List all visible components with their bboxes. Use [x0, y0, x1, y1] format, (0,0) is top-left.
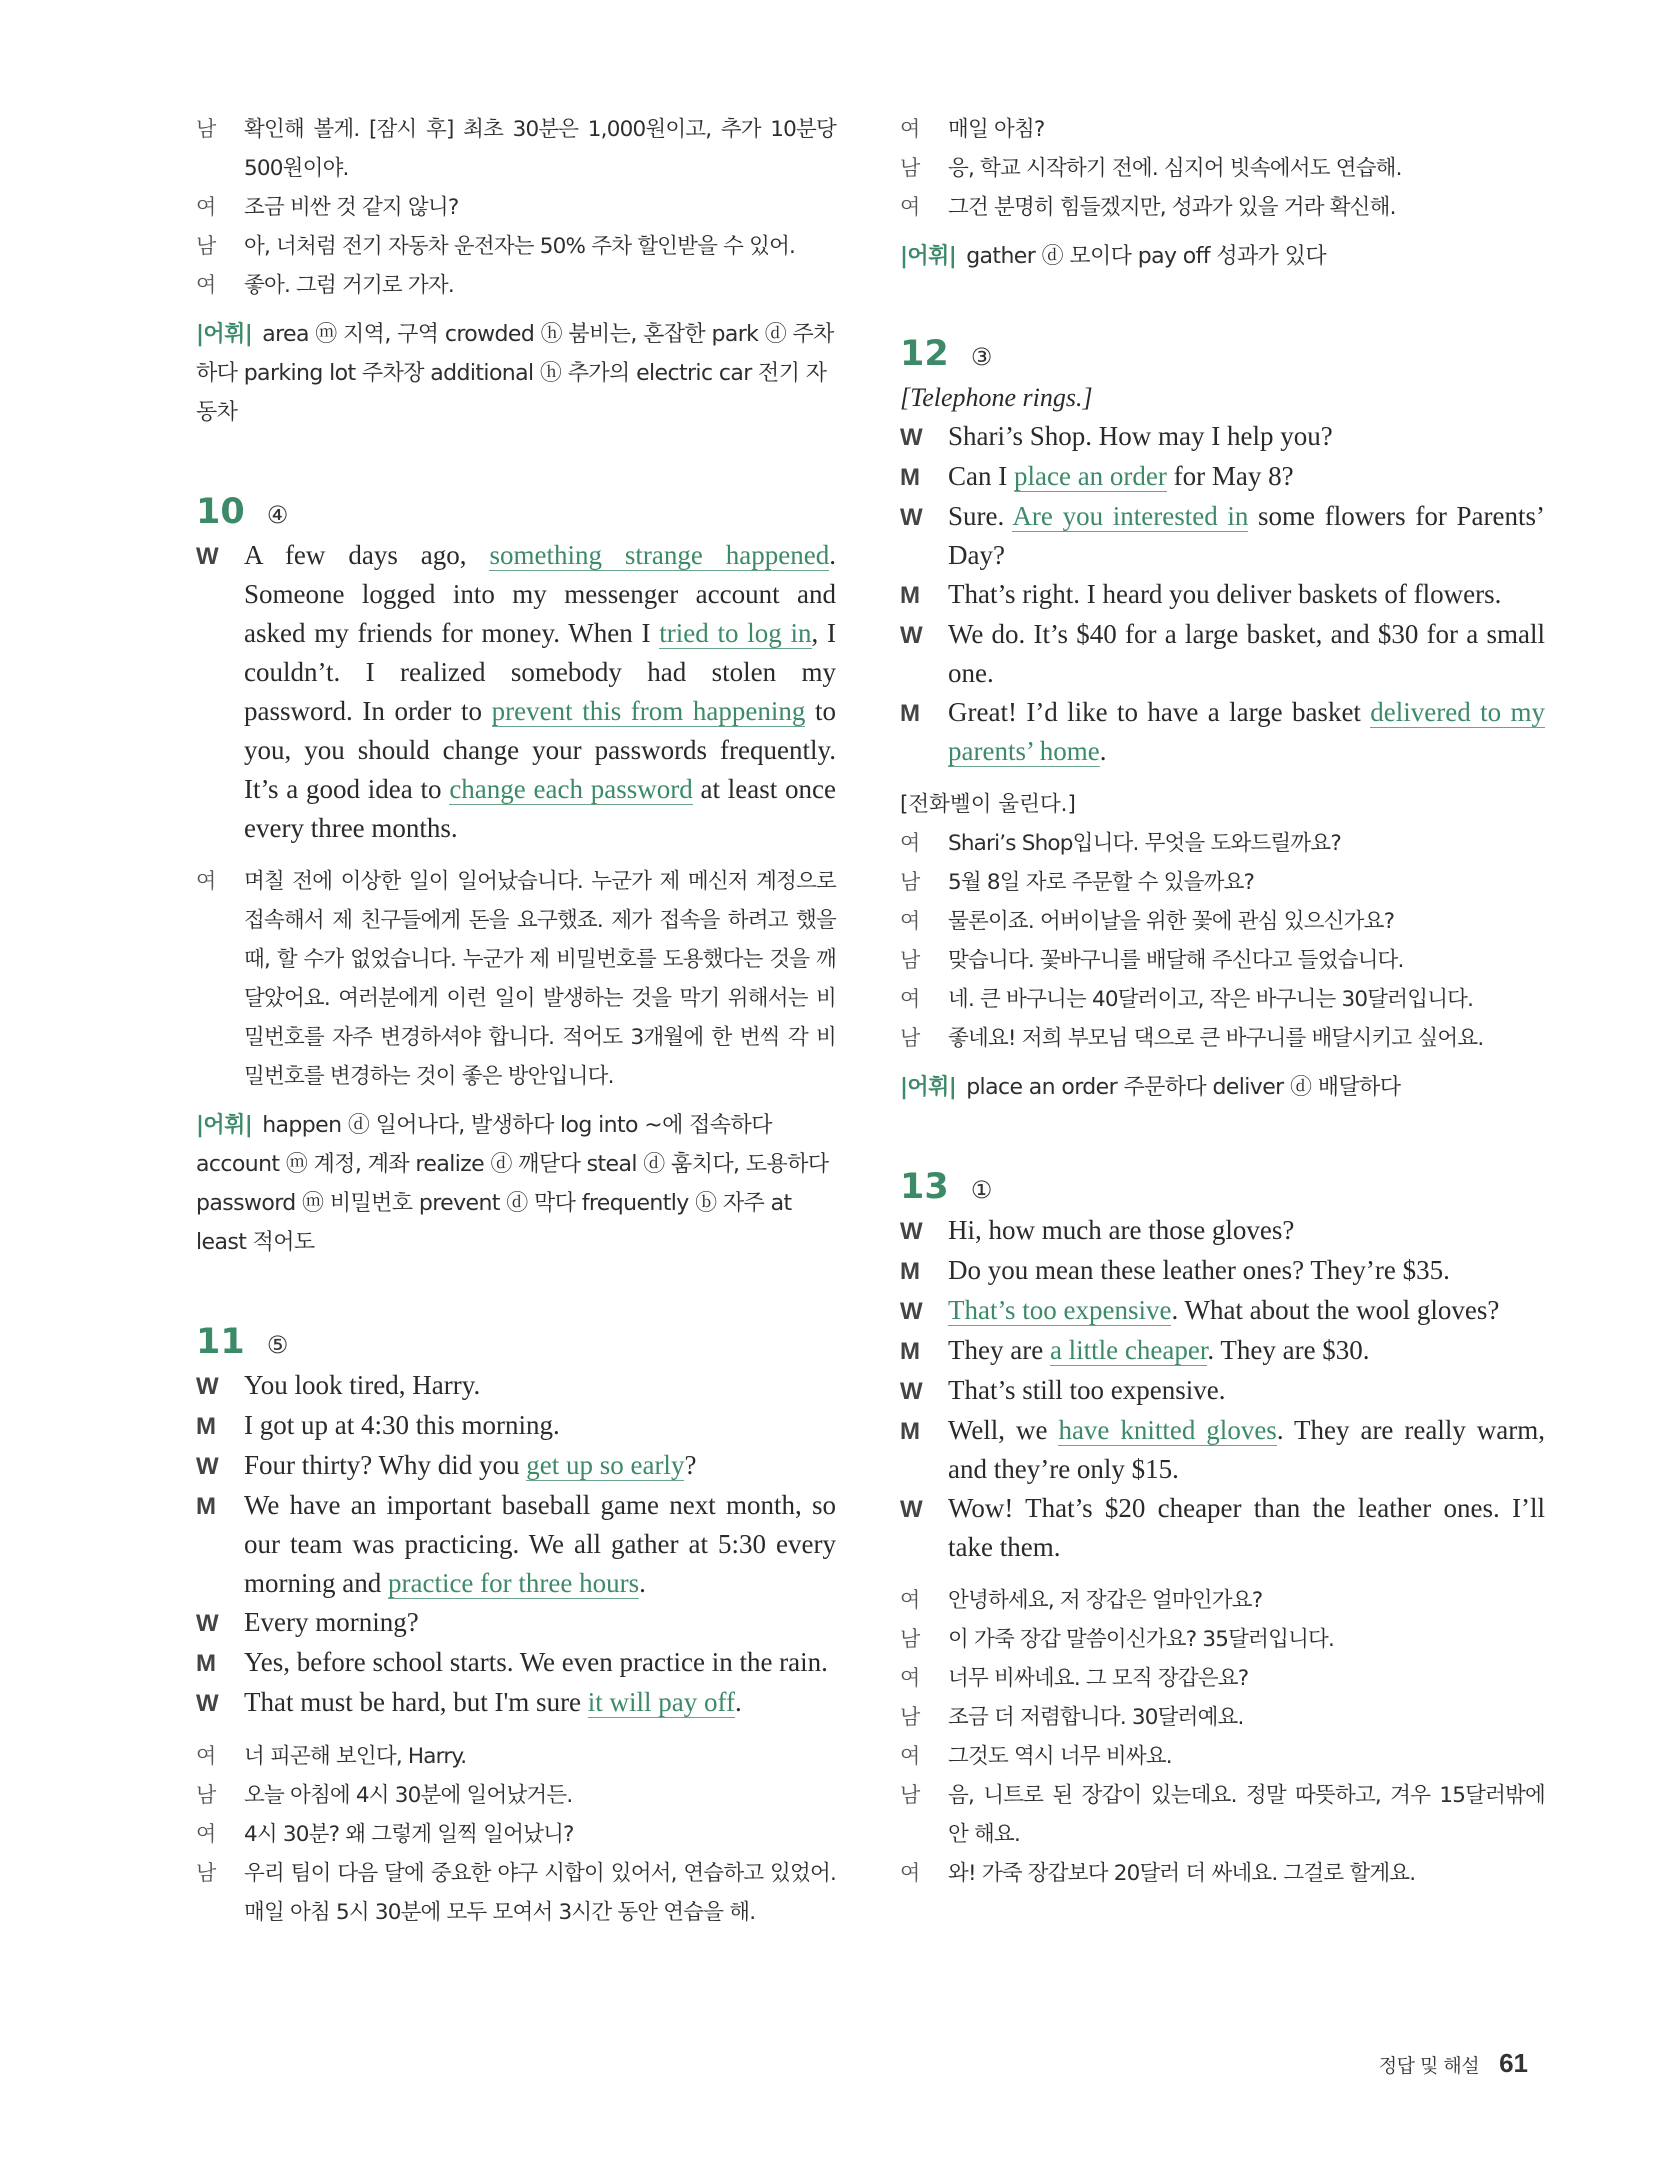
- line-text: 안녕하세요, 저 장갑은 얼마인가요?: [948, 1588, 1263, 1613]
- line-text: 와! 가죽 장갑보다 20달러 더 싸네요. 그걸로 할게요.: [948, 1861, 1416, 1886]
- speaker-label: W: [900, 504, 923, 531]
- speaker-label: M: [900, 464, 920, 491]
- text-segment: to you, you should change your passwords frequently. It’s a good idea to: [244, 696, 836, 804]
- dialogue-line: [900, 615, 1545, 693]
- speaker-label: W: [196, 1373, 219, 1400]
- speaker-label: M: [196, 1493, 216, 1520]
- dialogue-korean-s12: [900, 824, 1545, 1058]
- text-segment: .: [1099, 736, 1107, 766]
- dialogue-line: [900, 1620, 1545, 1659]
- highlighted-phrase: delivered to my parents’ home: [948, 697, 1545, 766]
- dialogue-line: [900, 575, 1545, 615]
- speaker-label: 여: [196, 273, 216, 297]
- speaker-label: W: [900, 1378, 923, 1405]
- left-column: [196, 110, 836, 1932]
- line-text: [948, 1331, 1545, 1370]
- dialogue-line: [196, 110, 836, 188]
- line-text: 4시 30분? 왜 그렇게 일찍 일어났니?: [244, 1822, 574, 1847]
- speaker-label: 여: [900, 195, 920, 219]
- text-segment: Shari’s Shop. How may I help you?: [948, 421, 1333, 451]
- speaker-label: M: [900, 700, 920, 727]
- text-segment: .: [735, 1687, 742, 1717]
- dialogue-line: [900, 149, 1545, 188]
- speaker-label: W: [196, 1453, 219, 1480]
- text-segment: Four thirty? Why did you: [244, 1450, 527, 1480]
- text-segment: Sure.: [948, 501, 1013, 531]
- dialogue-line: [196, 1643, 836, 1683]
- speaker-label: 여: [900, 1861, 920, 1885]
- line-text: 오늘 아침에 4시 30분에 일어났거든.: [244, 1783, 573, 1808]
- dialogue-line: [900, 980, 1545, 1019]
- line-text: 그것도 역시 너무 비싸요.: [948, 1744, 1172, 1769]
- dialogue-line: [900, 1211, 1545, 1251]
- dialogue-line: [196, 1603, 836, 1643]
- vocab-label: |어휘|: [900, 244, 957, 269]
- speaker-label: W: [900, 1298, 923, 1325]
- dialogue-line: [900, 417, 1545, 457]
- text-segment: Hi, how much are those gloves?: [948, 1215, 1295, 1245]
- text-segment: . They are $30.: [1207, 1335, 1370, 1365]
- speaker-label: 여: [900, 987, 920, 1011]
- text-segment: We have an important baseball game next month, so our team was practicing. We all gather at 5:30 every morning and: [244, 1490, 836, 1598]
- highlighted-phrase: something strange happened: [489, 540, 830, 570]
- dialogue-line: [196, 862, 836, 1096]
- speaker-label: 여: [196, 1744, 216, 1768]
- vocab-box-s12: [900, 1068, 1545, 1107]
- dialogue-english-s11: [196, 1366, 836, 1723]
- dialogue-korean-s13: [900, 1581, 1545, 1893]
- speaker-label: 여: [900, 909, 920, 933]
- dialogue-line: [900, 1411, 1545, 1489]
- line-text: [948, 417, 1545, 456]
- text-segment: Do you mean these leather ones? They’re $35.: [948, 1255, 1450, 1285]
- line-text: [948, 575, 1545, 614]
- dialogue-line: [196, 227, 836, 266]
- text-segment: A few days ago,: [244, 540, 490, 570]
- section-number: 10: [196, 492, 245, 532]
- text-segment: Wow! That’s $20 cheaper than the leather ones. I’ll take them.: [948, 1493, 1545, 1562]
- dialogue-line: [900, 1737, 1545, 1776]
- answer-mark: ⑤: [266, 1331, 289, 1359]
- text-segment: . What about the wool gloves?: [1171, 1295, 1500, 1325]
- dialogue-line: [900, 824, 1545, 863]
- speaker-label: 남: [196, 1861, 216, 1885]
- dialogue-line: [900, 1331, 1545, 1371]
- speaker-label: 남: [900, 870, 920, 894]
- text-segment: for May 8?: [1166, 461, 1294, 491]
- stage-direction-english: [Telephone rings.]: [900, 383, 1093, 412]
- vocab-text: gather ⓓ 모이다 pay off 성과가 있다: [966, 244, 1326, 269]
- text-segment: We do. It’s $40 for a large basket, and $30 for a small one.: [948, 619, 1545, 688]
- speaker-label: 남: [900, 1705, 920, 1729]
- speaker-label: M: [196, 1650, 216, 1677]
- speaker-label: 남: [900, 156, 920, 180]
- dialogue-korean-s11-cont: [900, 110, 1545, 227]
- speaker-label: 남: [900, 948, 920, 972]
- speaker-label: M: [900, 582, 920, 609]
- vocab-label: |어휘|: [196, 1113, 253, 1138]
- line-text: [948, 1211, 1545, 1250]
- text-segment: . Someone logged into my messenger account and asked my friends for money. When I: [244, 540, 836, 648]
- line-text: 조금 비싼 것 같지 않니?: [244, 195, 459, 220]
- highlighted-phrase: place an order: [1013, 461, 1167, 491]
- dialogue-line: [900, 1251, 1545, 1291]
- speaker-label: M: [196, 1413, 216, 1440]
- text-segment: You look tired, Harry.: [244, 1370, 481, 1400]
- section-number: 12: [900, 334, 949, 374]
- vocab-label: |어휘|: [196, 322, 253, 347]
- footer-label: 정답 및 해설: [1378, 2055, 1480, 2077]
- dialogue-line: [196, 536, 836, 848]
- line-text: [244, 536, 836, 848]
- right-column: [900, 110, 1545, 1893]
- dialogue-line: [900, 1371, 1545, 1411]
- section-number: 11: [196, 1322, 245, 1362]
- section-header-12: [900, 334, 1545, 374]
- dialogue-line: [196, 1854, 836, 1932]
- page-number: 61: [1499, 2048, 1528, 2078]
- dialogue-line: [196, 188, 836, 227]
- line-text: [948, 457, 1545, 496]
- text-segment: some flowers for Parents’ Day?: [948, 501, 1545, 570]
- line-text: 조금 더 저렴합니다. 30달러예요.: [948, 1705, 1244, 1730]
- speaker-label: W: [900, 424, 923, 451]
- line-text: 너 피곤해 보인다, Harry.: [244, 1744, 467, 1769]
- vocab-text: area ⓜ 지역, 구역 crowded ⓗ 붐비는, 혼잡한 park ⓓ 주차하다 parking lot 주차장 additional ⓗ 추가의 electric car 전기 자동차: [196, 322, 834, 425]
- text-segment: Can I: [948, 461, 1014, 491]
- line-text: [948, 693, 1545, 771]
- dialogue-english-s10: [196, 536, 836, 848]
- dialogue-korean-s10: [196, 862, 836, 1096]
- line-text: [948, 1489, 1545, 1567]
- speaker-label: 여: [900, 1744, 920, 1768]
- speaker-label: M: [900, 1258, 920, 1285]
- highlighted-phrase: change each password: [449, 774, 693, 804]
- line-text: 너무 비싸네요. 그 모직 장갑은요?: [948, 1666, 1249, 1691]
- speaker-label: 여: [196, 1822, 216, 1846]
- dialogue-english-s12: [900, 417, 1545, 771]
- dialogue-line: [196, 1737, 836, 1776]
- text-segment: I got up at 4:30 this morning.: [244, 1410, 560, 1440]
- line-text: 아, 너처럼 전기 자동차 운전자는 50% 주차 할인받을 수 있어.: [244, 234, 796, 259]
- vocab-text: happen ⓓ 일어나다, 발생하다 log into ~에 접속하다 account ⓜ 계정, 계좌 realize ⓓ 깨닫다 steal ⓓ 훔치다, 도용하다 password ⓜ 비밀번호 prevent ⓓ 막다 frequently ⓑ 자주 at least 적어도: [196, 1113, 829, 1255]
- dialogue-line: [900, 497, 1545, 575]
- line-text: [244, 1603, 836, 1642]
- text-segment: Well, we: [948, 1415, 1059, 1445]
- speaker-label: 여: [900, 1666, 920, 1690]
- line-text: [244, 1446, 836, 1485]
- line-text: 확인해 볼게. [잠시 후] 최초 30분은 1,000원이고, 추가 10분당 500원이야.: [244, 117, 836, 181]
- dialogue-line: [196, 1776, 836, 1815]
- text-segment: Every morning?: [244, 1607, 419, 1637]
- speaker-label: 여: [900, 117, 920, 141]
- dialogue-line: [900, 941, 1545, 980]
- speaker-label: 남: [900, 1783, 920, 1807]
- line-text: 좋네요! 저희 부모님 댁으로 큰 바구니를 배달시키고 싶어요.: [948, 1026, 1484, 1051]
- section-header-11: [196, 1322, 836, 1362]
- highlighted-phrase: Are you interested in: [1012, 501, 1249, 531]
- speaker-label: W: [196, 543, 219, 570]
- speaker-label: 여: [196, 195, 216, 219]
- text-segment: That’s still too expensive.: [948, 1375, 1226, 1405]
- text-segment: .: [639, 1568, 646, 1598]
- highlighted-phrase: tried to log in: [659, 618, 812, 648]
- line-text: [244, 1683, 836, 1722]
- dialogue-line: [900, 693, 1545, 771]
- line-text: 이 가죽 장갑 말씀이신가요? 35달러입니다.: [948, 1627, 1335, 1652]
- dialogue-line: [900, 1019, 1545, 1058]
- vocab-box-s10: [196, 1106, 836, 1262]
- answer-mark: ④: [266, 501, 289, 529]
- line-text: [244, 1486, 836, 1603]
- speaker-label: W: [900, 1496, 923, 1523]
- text-segment: at least once every three months.: [244, 774, 836, 843]
- speaker-label: M: [900, 1418, 920, 1445]
- dialogue-line: [196, 1683, 836, 1723]
- line-text: 음, 니트로 된 장갑이 있는데요. 정말 따뜻하고, 겨우 15달러밖에 안 해요.: [948, 1783, 1545, 1847]
- highlighted-phrase: prevent this from happening: [491, 696, 806, 726]
- line-text: 매일 아침?: [948, 117, 1045, 142]
- dialogue-korean-s11: [196, 1737, 836, 1932]
- line-text: 5월 8일 자로 주문할 수 있을까요?: [948, 870, 1255, 895]
- highlighted-phrase: a little cheaper: [1049, 1335, 1208, 1365]
- line-text: [244, 1643, 836, 1682]
- speaker-label: 남: [196, 234, 216, 258]
- dialogue-line: [900, 1854, 1545, 1893]
- answer-mark: ①: [970, 1176, 993, 1204]
- text-segment: . They are really warm, and they’re only $15.: [948, 1415, 1546, 1484]
- line-text: [948, 1291, 1545, 1330]
- dialogue-line: [900, 863, 1545, 902]
- line-text: 맞습니다. 꽃바구니를 배달해 주신다고 들었습니다.: [948, 948, 1404, 973]
- dialogue-line: [900, 1291, 1545, 1331]
- section-header-10: [196, 492, 836, 532]
- vocab-text: place an order 주문하다 deliver ⓓ 배달하다: [966, 1075, 1401, 1100]
- dialogue-line: [196, 1406, 836, 1446]
- highlighted-phrase: That’s too expensive: [948, 1295, 1172, 1325]
- text-segment: That must be hard, but I'm sure: [244, 1687, 588, 1717]
- speaker-label: M: [900, 1338, 920, 1365]
- dialogue-line: [196, 1486, 836, 1603]
- speaker-label: 여: [900, 1588, 920, 1612]
- dialogue-line: [900, 1489, 1545, 1567]
- line-text: 물론이죠. 어버이날을 위한 꽃에 관심 있으신가요?: [948, 909, 1395, 934]
- speaker-label: W: [900, 622, 923, 649]
- dialogue-line: [900, 1659, 1545, 1698]
- dialogue-korean-s9: [196, 110, 836, 305]
- vocab-box-s11: [900, 237, 1545, 276]
- page-footer: [1379, 2048, 1528, 2079]
- highlighted-phrase: it will pay off: [587, 1687, 736, 1717]
- text-segment: Yes, before school starts. We even practice in the rain.: [244, 1647, 828, 1677]
- text-segment: That’s right. I heard you deliver baskets of flowers.: [948, 579, 1502, 609]
- dialogue-line: [900, 1776, 1545, 1854]
- highlighted-phrase: practice for three hours: [387, 1568, 640, 1598]
- stage-direction-korean: [전화벨이 울린다.]: [900, 792, 1076, 817]
- line-text: 그건 분명히 힘들겠지만, 성과가 있을 거라 확신해.: [948, 195, 1396, 220]
- speaker-label: 남: [196, 1783, 216, 1807]
- dialogue-line: [196, 1366, 836, 1406]
- section-number: 13: [900, 1167, 949, 1207]
- vocab-label: |어휘|: [900, 1075, 957, 1100]
- line-text: Shari’s Shop입니다. 무엇을 도와드릴까요?: [948, 831, 1341, 856]
- line-text: 네. 큰 바구니는 40달러이고, 작은 바구니는 30달러입니다.: [948, 987, 1474, 1012]
- text-segment: , I couldn’t. I realized somebody had stolen my password. In order to: [244, 618, 837, 726]
- speaker-label: 남: [900, 1026, 920, 1050]
- text-segment: Great! I’d like to have a large basket: [948, 697, 1371, 727]
- speaker-label: W: [900, 1218, 923, 1245]
- dialogue-line: [900, 457, 1545, 497]
- line-text: [948, 1251, 1545, 1290]
- line-text: [244, 1366, 836, 1405]
- highlighted-phrase: have knitted gloves: [1058, 1415, 1277, 1445]
- line-text: [948, 497, 1545, 575]
- section-header-13: [900, 1167, 1545, 1207]
- vocab-box-s9: [196, 315, 836, 432]
- speaker-label: 여: [900, 831, 920, 855]
- dialogue-line: [196, 266, 836, 305]
- text-segment: ?: [684, 1450, 697, 1480]
- speaker-label: W: [196, 1690, 219, 1717]
- line-text: [244, 1406, 836, 1445]
- line-text: 좋아. 그럼 거기로 가자.: [244, 273, 454, 298]
- dialogue-line: [900, 902, 1545, 941]
- line-text: 며칠 전에 이상한 일이 일어났습니다. 누군가 제 메신저 계정으로 접속해서 제 친구들에게 돈을 요구했죠. 제가 접속을 하려고 했을 때, 할 수가 없었습니다. 누군가 제 비밀번호를 도용했다는 것을 깨달았어요. 여러분에게 이런 일이 발생하는 것을 막기 위해서는 비밀번호를 자주 변경하셔야 합니다. 적어도 3개월에 한 번씩 각 비밀번호를 변경하는 것이 좋은 방안입니다.: [244, 869, 836, 1089]
- dialogue-line: [900, 1698, 1545, 1737]
- line-text: 응, 학교 시작하기 전에. 심지어 빗속에서도 연습해.: [948, 156, 1402, 181]
- speaker-label: 남: [196, 117, 216, 141]
- dialogue-english-s13: [900, 1211, 1545, 1567]
- line-text: [948, 1371, 1545, 1410]
- dialogue-line: [196, 1446, 836, 1486]
- text-segment: They are: [948, 1335, 1050, 1365]
- highlighted-phrase: get up so early: [526, 1450, 685, 1480]
- dialogue-line: [196, 1815, 836, 1854]
- dialogue-line: [900, 1581, 1545, 1620]
- speaker-label: 남: [900, 1627, 920, 1651]
- dialogue-line: [900, 188, 1545, 227]
- line-text: [948, 1411, 1545, 1489]
- speaker-label: W: [196, 1610, 219, 1637]
- line-text: [948, 615, 1545, 693]
- speaker-label: 여: [196, 869, 216, 893]
- answer-mark: ③: [970, 343, 993, 371]
- line-text: 우리 팀이 다음 달에 중요한 야구 시합이 있어서, 연습하고 있었어. 매일 아침 5시 30분에 모두 모여서 3시간 동안 연습을 해.: [244, 1861, 836, 1925]
- dialogue-line: [900, 110, 1545, 149]
